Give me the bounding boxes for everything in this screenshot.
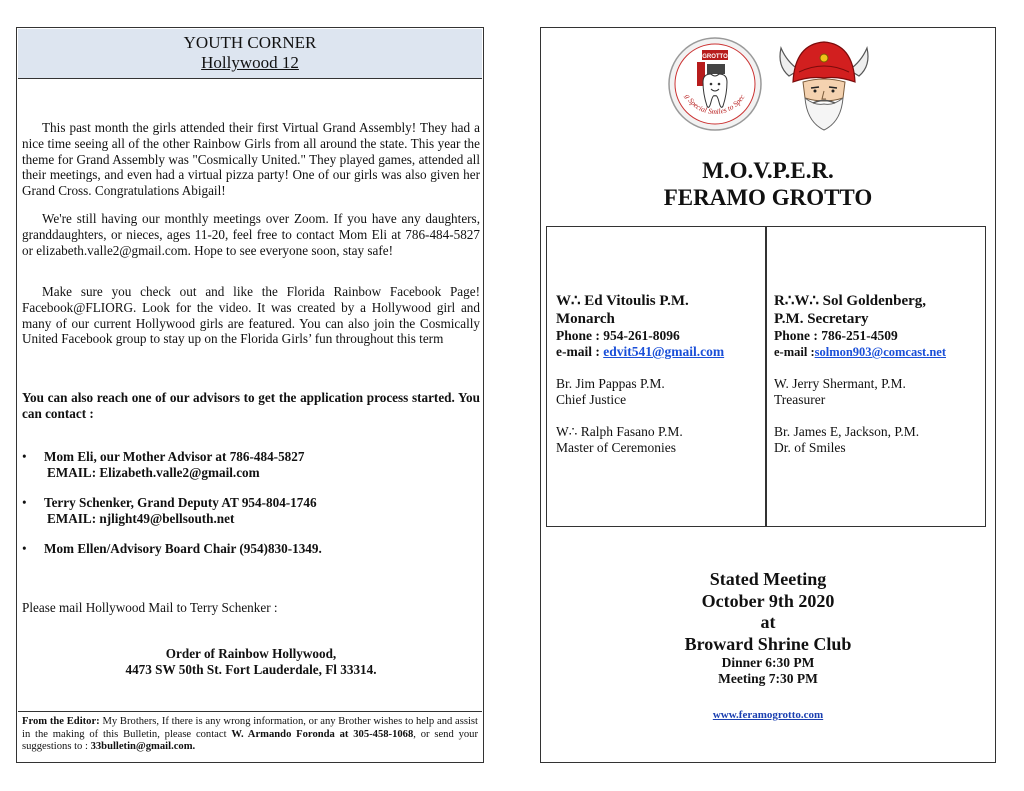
editor-contact: W. Armando Foronda at 305-458-1068 [231, 728, 414, 740]
website-link-wrapper [542, 709, 994, 721]
editor-note [18, 711, 482, 761]
grotto-title-line-2: FERAMO GROTTO [663, 185, 873, 210]
grotto-mascot-logo [775, 36, 873, 136]
editor-text-1: My Brothers, If there is any wrong information, or any Brother wishes to help and assist in the making of this Bulletin, please contact [22, 716, 478, 740]
meeting-start-time: Meeting 7:30 PM [718, 671, 818, 686]
officer-email-line [774, 344, 984, 360]
editor-label: From the Editor: [22, 716, 100, 727]
bullet-item-mom-eli [22, 449, 480, 481]
order-name: Order of Rainbow Hollywood, [165, 646, 337, 661]
bullet-text: Mom Eli, our Mother Advisor at 786-484-5827 [44, 449, 305, 464]
mail-note: Please mail Hollywood Mail to Terry Schenker : [22, 600, 278, 615]
youth-paragraph-4: You can also reach one of our advisors to get the application process started. You can contact : [22, 390, 480, 421]
youth-corner-header [18, 29, 482, 79]
meeting-venue: Broward Shrine Club [684, 633, 852, 654]
meeting-date: October 9th 2020 [701, 590, 835, 611]
grotto-title [542, 157, 994, 211]
grotto-logo-word: GROTTO [702, 54, 728, 60]
grotto-logo [667, 36, 763, 132]
youth-paragraph-3: Make sure you check out and like the Florida Rainbow Facebook Page! Facebook@FLIORG. Look for the video. It was created by a Hollywood girl and many of our current Hollywood girls are featured. You can also join the Cosmically United Facebook group to stay up on the Florida Girls’ fun throughout this term [22, 284, 480, 347]
officer-3-role: Master of Ceremonies [556, 440, 676, 455]
officer-2-role: Chief Justice [556, 392, 627, 407]
order-address-block [22, 646, 480, 678]
officer-2-name: W. Jerry Shermant, P.M. [774, 376, 906, 391]
bullet-email: EMAIL: Elizabeth.valle2@gmail.com [47, 464, 260, 480]
editor-text-2: , or send your suggestions to : [22, 728, 478, 753]
bullet-text: Terry Schenker, Grand Deputy AT 954-804-1746 [44, 495, 317, 510]
officers-divider [765, 226, 767, 527]
officer-name: W∴ Ed Vitoulis P.M. [556, 293, 689, 309]
officer-role: P.M. Secretary [774, 311, 869, 327]
officer-email-link[interactable]: solmon903@comcast.net [814, 345, 947, 359]
website-link[interactable]: www.feramogrotto.com [712, 709, 824, 721]
bullet-item-terry [22, 495, 480, 527]
meeting-dinner-time: Dinner 6:30 PM [721, 655, 815, 670]
officer-email-line [556, 344, 761, 360]
officer-phone: Phone : 786-251-4509 [774, 328, 898, 343]
officers-column-right [774, 292, 984, 456]
officer-role: Monarch [556, 311, 615, 327]
meeting-info [542, 569, 994, 687]
meeting-line-1: Stated Meeting [709, 569, 827, 589]
youth-corner-subtitle: Hollywood 12 [201, 53, 299, 72]
bullet-dot-icon: • [22, 541, 27, 556]
officer-3-role: Dr. of Smiles [774, 440, 846, 455]
grotto-logo-ring-text: g Special Smiles to Spec [683, 92, 747, 117]
officer-phone: Phone : 954-261-8096 [556, 328, 680, 343]
officer-email-link[interactable]: edvit541@gmail.com [603, 344, 725, 359]
officer-2-role: Treasurer [774, 392, 826, 407]
officer-2-name: Br. Jim Pappas P.M. [556, 376, 665, 391]
officer-email-label: e-mail : [556, 344, 604, 359]
officer-email-label: e-mail : [774, 345, 815, 359]
bullet-item-mom-ellen [22, 541, 480, 557]
officer-name: R∴W∴ Sol Goldenberg, [774, 293, 927, 309]
officer-3-name: W∴ Ralph Fasano P.M. [556, 424, 683, 439]
bullet-email: EMAIL: njlight49@bellsouth.net [47, 510, 235, 526]
youth-paragraph-2: We're still having our monthly meetings over Zoom. If you have any daughters, granddaughters, or nieces, ages 11-20, feel free to contact Mom Eli at 786-484-5827 or elizabeth.valle2@gmail.com. Hope to see everyone soon, stay safe! [22, 211, 480, 258]
bullet-dot-icon: • [22, 449, 27, 464]
bullet-text: Mom Ellen/Advisory Board Chair (954)830-1349. [44, 541, 322, 556]
order-address: 4473 SW 50th St. Fort Lauderdale, Fl 33314. [125, 662, 377, 677]
bullet-dot-icon: • [22, 495, 27, 510]
youth-corner-title: YOUTH CORNER [183, 33, 317, 52]
editor-email: 33bulletin@gmail.com. [90, 741, 196, 753]
grotto-title-line-1: M.O.V.P.E.R. [702, 158, 834, 183]
meeting-at: at [760, 612, 776, 632]
officers-column-left [556, 292, 761, 456]
youth-paragraph-1: This past month the girls attended their first Virtual Grand Assembly! They had a nice time seeing all of the other Rainbow Girls from all around the state. This year the theme for Grand Assembly was "Cosmically United." They played games, attended all their meetings, and even had a virtual pizza party! One of our girls was also given her Grand Cross. Congratulations Abigail! [22, 120, 480, 199]
officer-3-name: Br. James E, Jackson, P.M. [774, 424, 920, 439]
